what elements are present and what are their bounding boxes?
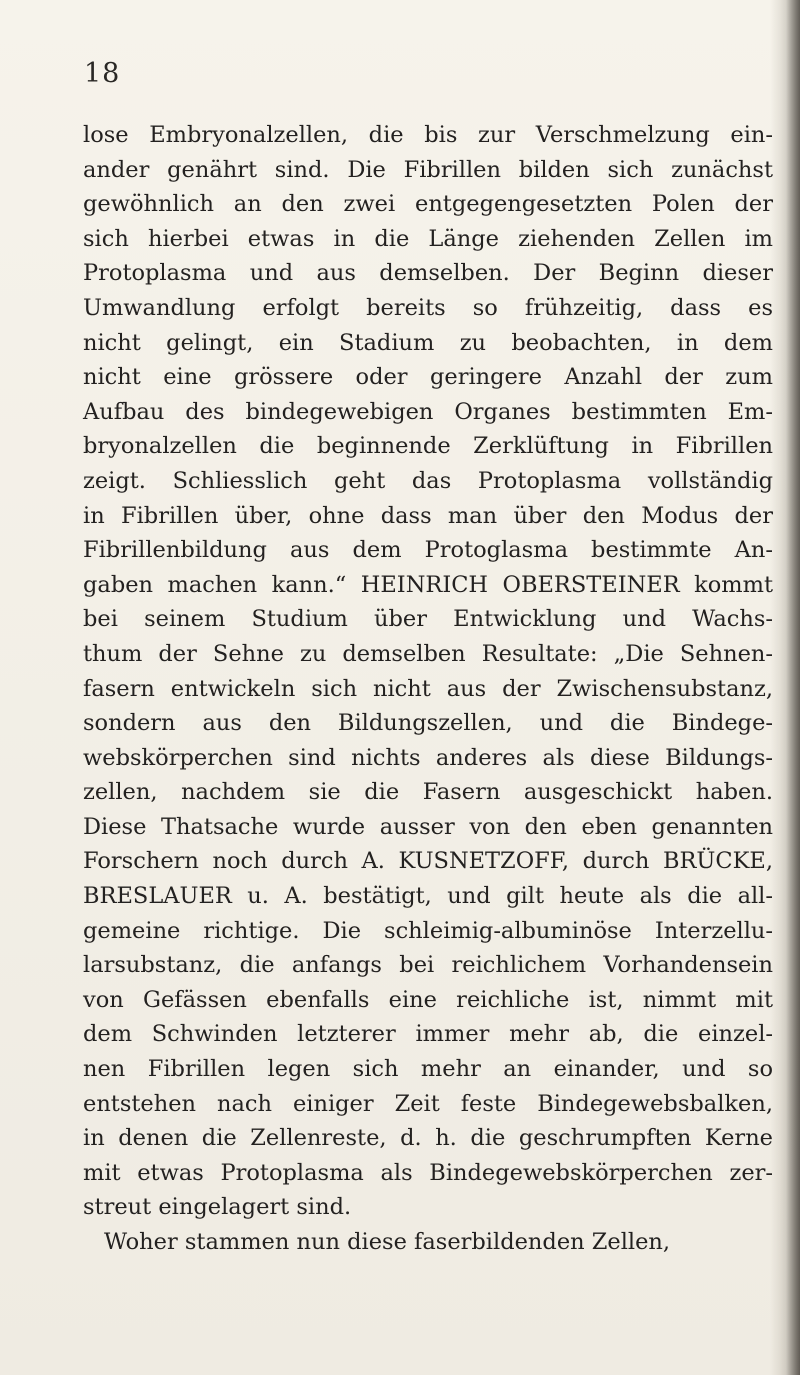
text-line: bei seinem Studium über Entwicklung und Wachs- bbox=[83, 606, 773, 633]
page-number: 18 bbox=[84, 58, 121, 89]
text-line: dem Schwinden letzterer immer mehr ab, die einzel- bbox=[83, 1021, 773, 1048]
text-line: nen Fibrillen legen sich mehr an einander, und so bbox=[83, 1056, 773, 1083]
body-text bbox=[83, 118, 773, 1260]
text-line: Diese Thatsache wurde ausser von den eben genannten bbox=[83, 813, 773, 840]
text-line: Fibrillenbildung aus dem Protoglasma bestimmte An- bbox=[83, 537, 773, 564]
text-line: entstehen nach einiger Zeit feste Bindegewebsbalken, bbox=[83, 1090, 773, 1117]
text-line: streut eingelagert sind. bbox=[83, 1194, 352, 1221]
text-line: Aufbau des bindegewebigen Organes bestimmten Em- bbox=[83, 398, 773, 425]
text-line: zeigt. Schliesslich geht das Protoplasma vollständig bbox=[83, 467, 773, 494]
text-line: gemeine richtige. Die schleimig-albuminöse Interzellu- bbox=[83, 917, 773, 944]
text-line: thum der Sehne zu demselben Resultate: „Die Sehnen- bbox=[83, 640, 773, 667]
text-line: zellen, nachdem sie die Fasern ausgeschickt haben. bbox=[83, 779, 773, 806]
text-line: Forschern noch durch A. KUSNETZOFF, durch BRÜCKE, bbox=[83, 848, 773, 875]
text-line: Umwandlung erfolgt bereits so frühzeitig, dass es bbox=[83, 294, 773, 321]
text-line: lose Embryonalzellen, die bis zur Verschmelzung ein- bbox=[83, 122, 773, 148]
text-line: larsubstanz, die anfangs bei reichlichem Vorhandensein bbox=[83, 952, 773, 979]
text-line: sich hierbei etwas in die Länge ziehenden Zellen im bbox=[83, 225, 773, 252]
text-line: sondern aus den Bildungszellen, und die Bindege- bbox=[83, 710, 773, 737]
text-line: fasern entwickeln sich nicht aus der Zwischensubstanz, bbox=[83, 675, 773, 702]
text-line: Woher stammen nun diese faserbildenden Zellen, bbox=[104, 1229, 671, 1255]
text-line: BRESLAUER u. A. bestätigt, und gilt heute als die all- bbox=[83, 883, 773, 910]
text-line: in denen die Zellenreste, d. h. die geschrumpften Kerne bbox=[83, 1125, 773, 1152]
text-line: nicht eine grössere oder geringere Anzahl der zum bbox=[83, 364, 773, 391]
text-line: nicht gelingt, ein Stadium zu beobachten, in dem bbox=[83, 329, 773, 356]
text-line: webskörperchen sind nichts anderes als diese Bildungs- bbox=[83, 744, 773, 771]
text-line: von Gefässen ebenfalls eine reichliche ist, nimmt mit bbox=[83, 986, 773, 1013]
text-line: ander genährt sind. Die Fibrillen bilden sich zunächst bbox=[83, 156, 773, 183]
page-edge-shadow bbox=[786, 0, 800, 1375]
text-line: bryonalzellen die beginnende Zerklüftung in Fibrillen bbox=[83, 433, 773, 460]
text-line: in Fibrillen über, ohne dass man über den Modus der bbox=[83, 502, 773, 529]
text-line: gaben machen kann.“ HEINRICH OBERSTEINER kommt bbox=[83, 571, 773, 598]
text-line: Protoplasma und aus demselben. Der Beginn dieser bbox=[83, 260, 773, 287]
text-line: gewöhnlich an den zwei entgegengesetzten Polen der bbox=[83, 191, 773, 218]
text-line: mit etwas Protoplasma als Bindegewebskörperchen zer- bbox=[83, 1159, 773, 1186]
